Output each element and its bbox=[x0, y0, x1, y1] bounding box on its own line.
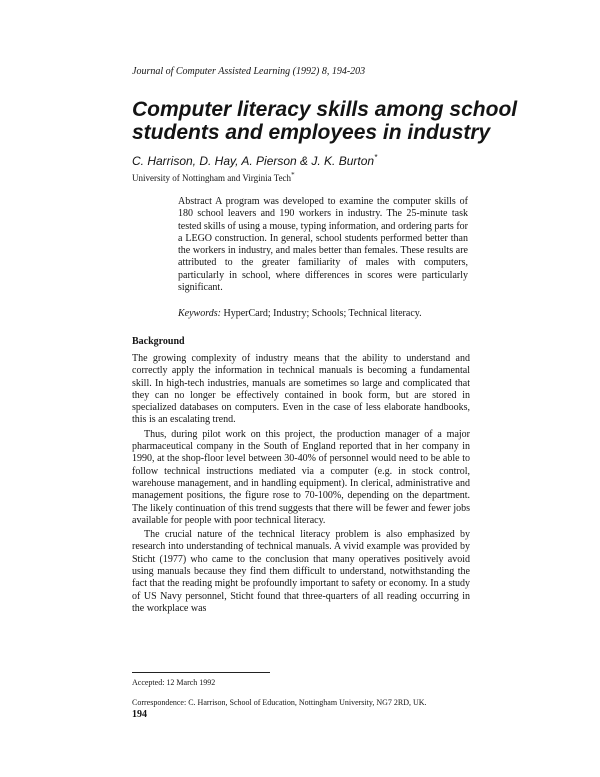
page-number: 194 bbox=[132, 709, 147, 720]
correspondence-note: Correspondence: C. Harrison, School of Education, Nottingham University, NG7 2RD, UK. bbox=[132, 698, 427, 707]
body-paragraph-2: Thus, during pilot work on this project, the production manager of a major pharmaceutical company in the South of England reported that in her company in 1990, at the shop-floor level between 30-40% of personnel would need to be able to follow technical instructions mediated via a computer (e.g. in stock control, warehouse management, and in handling equipment). In clerical, administrative and management positions, the figure rose to 70-100%, depending on the department. The likely continuation of this trend suggests that there will be fewer and fewer jobs available for people with poor technical literacy. bbox=[132, 428, 470, 526]
accepted-date: Accepted: 12 March 1992 bbox=[132, 678, 216, 687]
article-title bbox=[132, 98, 518, 144]
body-paragraph-1: The growing complexity of industry means that the ability to understand and correctly apply the information in technical manuals is becoming a fundamental skill. In high-tech industries, manuals are sometimes so large and complicated that they can no longer be effectively contained in book form, but are stored in specialized databases on computers. Even in the case of less elaborate handbooks, this is an escalating trend. bbox=[132, 353, 470, 426]
affiliation bbox=[132, 171, 295, 183]
keywords-label: Keywords: bbox=[178, 308, 221, 319]
journal-citation: Journal of Computer Assisted Learning (1992) 8, 194-203 bbox=[132, 66, 366, 77]
affiliation-footnote-mark: * bbox=[291, 171, 295, 179]
body-text bbox=[132, 353, 470, 617]
title-line-2: students and employees in industry bbox=[132, 121, 491, 144]
abstract: Abstract A program was developed to examine the computer skills of 180 school leavers and 190 workers in industry. The 25-minute task tested skills of using a mouse, typing information, and ordering parts for a LEGO construction. In general, school students performed better than the workers in industry, and males better than females. These results are attributed to the greater familiarity of males with computers, particularly in school, where differences in scores were particularly significant. bbox=[178, 196, 468, 294]
body-paragraph-3: The crucial nature of the technical literacy problem is also emphasized by research into understanding of technical manuals. A vivid example was provided by Sticht (1977) who came to the conclusion that many operatives positively avoid using manuals because they find them difficult to understand, notwithstanding the fact that the reading might be profoundly important to safety or economy. In a study of US Navy personnel, Sticht found that three-quarters of all reading occurring in the workplace was bbox=[132, 529, 470, 614]
title-line-1: Computer literacy skills among school bbox=[132, 98, 518, 121]
keywords bbox=[178, 308, 478, 319]
footnote-divider bbox=[132, 672, 270, 673]
affiliation-text: University of Nottingham and Virginia Tech bbox=[132, 173, 292, 183]
author-footnote-mark: * bbox=[374, 153, 378, 162]
author-names: C. Harrison, D. Hay, A. Pierson & J. K. Burton bbox=[132, 154, 375, 168]
author-list bbox=[132, 153, 377, 168]
section-heading: Background bbox=[132, 336, 185, 347]
keywords-list: HyperCard; Industry; Schools; Technical literacy. bbox=[220, 308, 422, 319]
